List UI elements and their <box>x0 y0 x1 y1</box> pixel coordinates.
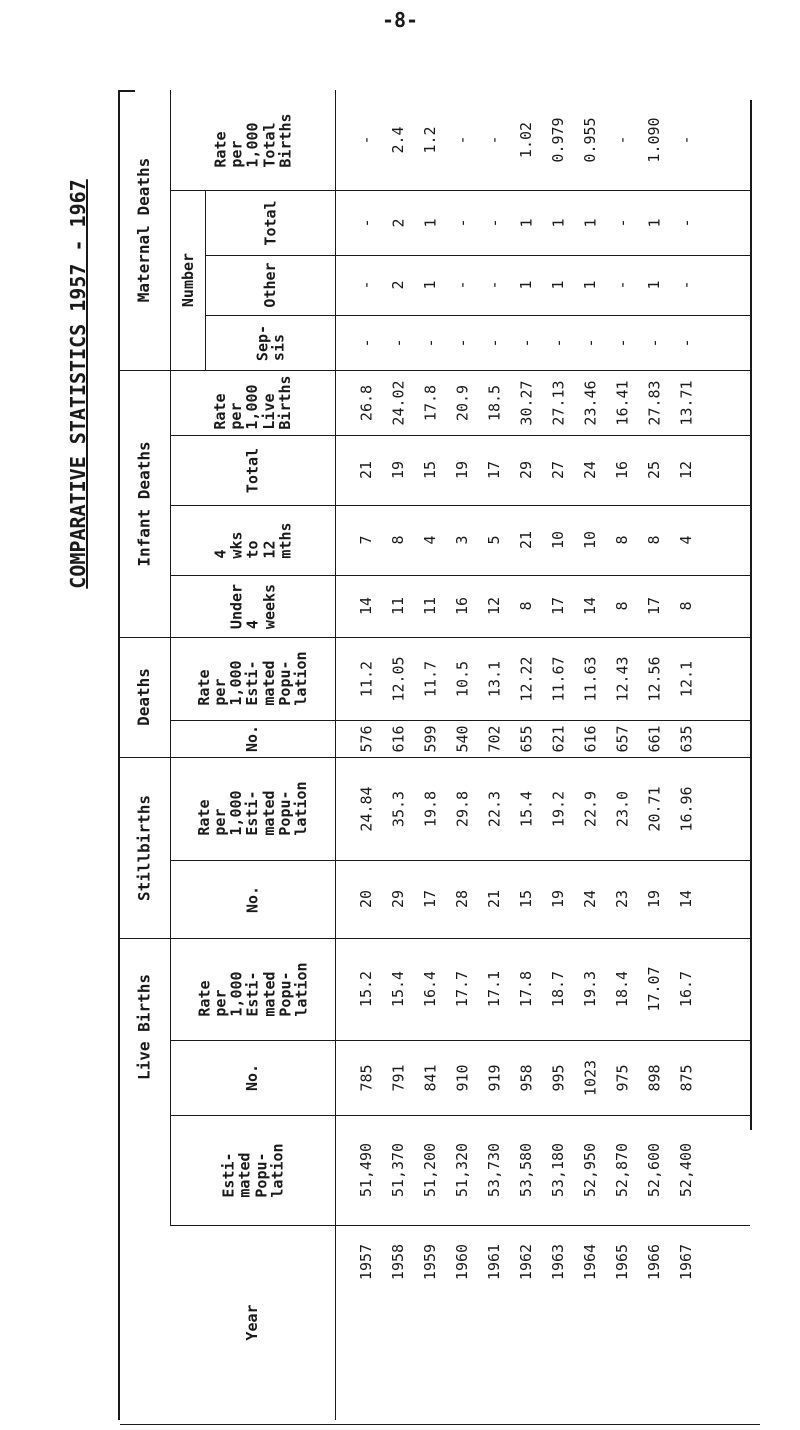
cell-d-no-1963: 621 <box>548 724 567 753</box>
cell-lb-no-1959: 841 <box>420 1063 439 1092</box>
cell-inf-rate-1957: 26.8 <box>356 384 375 421</box>
cell-inf-rate-1960: 20.9 <box>452 384 471 421</box>
cell-mat-sepsis-1965: - <box>612 337 631 348</box>
cell-inf-under4-1966: 17 <box>644 596 663 616</box>
cell-mat-sepsis-1959: - <box>420 337 439 348</box>
band-divider-s_no <box>170 860 750 861</box>
cell-d-no-1965: 657 <box>612 724 631 753</box>
cell-mat-rate-1957: - <box>356 135 375 145</box>
cell-d-no-1957: 576 <box>356 724 375 753</box>
cell-inf-under4-1961: 12 <box>484 596 503 616</box>
cell-inf-4wks-1963: 10 <box>548 530 567 550</box>
cell-inf-under4-1958: 11 <box>388 596 407 616</box>
band-divider-lb_rate <box>118 938 750 939</box>
header-inf-total: Total <box>243 447 262 493</box>
cell-mat-rate-1961: - <box>484 135 503 145</box>
group-label-deaths: Deaths <box>134 668 154 726</box>
cell-mat-rate-1963: 0.979 <box>548 117 567 163</box>
header-inf-4wks: 4 wks to 12 mths <box>210 521 294 559</box>
table-right-border <box>750 100 752 1130</box>
cell-mat-sepsis-1957: - <box>356 337 375 348</box>
cell-inf-under4-1964: 14 <box>580 596 599 616</box>
header-year: Year <box>243 1304 262 1341</box>
cell-inf-total-1965: 16 <box>612 460 631 480</box>
header-mat-sepsis: Sep- sis <box>252 324 287 361</box>
cell-inf-4wks-1958: 8 <box>388 535 407 545</box>
cell-mat-other-1957: - <box>356 280 375 290</box>
cell-lb-rate-1964: 19.3 <box>580 970 599 1008</box>
cell-s-rate-1964: 22.9 <box>580 790 599 827</box>
cell-inf-4wks-1964: 10 <box>580 530 599 550</box>
cell-s-no-1961: 21 <box>484 889 503 909</box>
cell-pop-1957: 51,490 <box>356 1142 375 1198</box>
cell-d-no-1962: 655 <box>516 724 535 753</box>
cell-mat-total-1967: - <box>676 217 695 228</box>
band-divider-pop <box>170 1115 750 1116</box>
cell-d-no-1967: 635 <box>676 724 695 753</box>
cell-d-no-1964: 616 <box>580 724 599 753</box>
cell-inf-total-1957: 21 <box>356 460 375 480</box>
cell-year-1964: 1964 <box>580 1243 599 1281</box>
cell-mat-rate-1964: 0.955 <box>580 117 599 163</box>
band-divider-lb_no <box>170 1040 750 1041</box>
cell-s-no-1960: 28 <box>452 889 471 909</box>
cell-s-no-1957: 20 <box>356 889 375 909</box>
cell-inf-4wks-1966: 8 <box>644 535 663 545</box>
band-divider-year <box>170 1225 750 1226</box>
cell-mat-other-1965: - <box>612 280 631 290</box>
cell-inf-rate-1963: 27.13 <box>548 379 567 426</box>
cell-lb-no-1957: 785 <box>356 1063 375 1092</box>
cell-mat-total-1959: 1 <box>420 217 439 228</box>
cell-s-rate-1959: 19.8 <box>420 790 439 827</box>
header-s-rate: Rate per 1,000 Esti- mated Popu- lation <box>194 781 310 836</box>
cell-s-no-1967: 14 <box>676 889 695 909</box>
cell-d-no-1959: 599 <box>420 724 439 753</box>
header-lb-no: No. <box>243 1063 262 1092</box>
cell-s-no-1964: 24 <box>580 889 599 909</box>
cell-pop-1962: 53,580 <box>516 1142 535 1198</box>
cell-lb-no-1961: 919 <box>484 1063 503 1092</box>
cell-inf-4wks-1957: 7 <box>356 535 375 545</box>
cell-inf-4wks-1967: 4 <box>676 535 695 545</box>
cell-inf-under4-1959: 11 <box>420 596 439 616</box>
cell-d-rate-1964: 11.63 <box>580 655 599 702</box>
cell-inf-rate-1958: 24.02 <box>388 379 407 426</box>
cell-year-1958: 1958 <box>388 1243 407 1281</box>
header-inf-rate: Rate per 1,000 Live Births <box>210 375 294 430</box>
cell-mat-other-1967: - <box>676 280 695 290</box>
band-divider-inf_under4 <box>170 575 750 576</box>
cell-mat-other-1966: 1 <box>644 280 663 290</box>
band-divider-mat_other <box>205 255 750 256</box>
header-s-no: No. <box>243 885 262 913</box>
cell-year-1965: 1965 <box>612 1243 631 1281</box>
cell-mat-total-1960: - <box>452 217 471 228</box>
band-divider-mat_sepsis <box>205 315 750 316</box>
cell-inf-total-1966: 25 <box>644 460 663 480</box>
cell-inf-rate-1964: 23.46 <box>580 379 599 426</box>
cell-lb-rate-1966: 17.07 <box>644 966 663 1012</box>
cell-inf-total-1959: 15 <box>420 460 439 480</box>
cell-lb-no-1958: 791 <box>388 1063 407 1092</box>
cell-s-rate-1967: 16.96 <box>676 785 695 832</box>
cell-d-rate-1961: 13.1 <box>484 660 503 697</box>
cell-d-no-1966: 661 <box>644 724 663 753</box>
cell-year-1967: 1967 <box>676 1243 695 1281</box>
cell-mat-rate-1965: - <box>612 135 631 145</box>
header-mat-rate: Rate per 1,000 Total Births <box>210 112 294 168</box>
cell-inf-under4-1963: 17 <box>548 596 567 616</box>
cell-mat-rate-1966: 1.090 <box>644 117 663 163</box>
cell-s-rate-1962: 15.4 <box>516 790 535 827</box>
cell-s-rate-1960: 29.8 <box>452 790 471 827</box>
cell-lb-rate-1958: 15.4 <box>388 970 407 1008</box>
maternal-number-divider <box>205 190 206 370</box>
cell-pop-1966: 52,600 <box>644 1142 663 1198</box>
cell-inf-4wks-1965: 8 <box>612 535 631 545</box>
cell-mat-sepsis-1966: - <box>644 337 663 348</box>
cell-mat-sepsis-1960: - <box>452 337 471 348</box>
cell-lb-rate-1959: 16.4 <box>420 970 439 1008</box>
cell-d-rate-1962: 12.22 <box>516 655 535 702</box>
cell-inf-under4-1957: 14 <box>356 596 375 616</box>
table-bottom-border <box>120 1424 760 1425</box>
cell-d-no-1960: 540 <box>452 724 471 753</box>
header-pop: Esti- mated Popu- lation <box>219 1142 286 1198</box>
cell-lb-no-1965: 975 <box>612 1063 631 1092</box>
cell-d-rate-1957: 11.2 <box>356 660 375 697</box>
cell-d-rate-1963: 11.67 <box>548 655 567 702</box>
cell-inf-rate-1961: 18.5 <box>484 384 503 421</box>
group-label-maternal-number: Number <box>178 252 197 308</box>
cell-mat-total-1958: 2 <box>388 217 407 228</box>
cell-mat-rate-1967: - <box>676 135 695 145</box>
cell-s-no-1958: 29 <box>388 889 407 909</box>
band-divider-inf_4wks <box>170 505 750 506</box>
cell-lb-rate-1965: 18.4 <box>612 970 631 1008</box>
group-label-stillbirths: Stillbirths <box>134 794 154 901</box>
band-divider-d_rate <box>118 637 750 638</box>
cell-lb-no-1960: 910 <box>452 1063 471 1092</box>
cell-mat-total-1963: 1 <box>548 217 567 228</box>
cell-inf-under4-1967: 8 <box>676 601 695 611</box>
cell-inf-total-1960: 19 <box>452 460 471 480</box>
cell-d-no-1961: 702 <box>484 724 503 753</box>
cell-year-1961: 1961 <box>484 1243 503 1281</box>
cell-pop-1958: 51,370 <box>388 1142 407 1198</box>
header-d-no: No. <box>243 724 262 753</box>
header-d-rate: Rate per 1,000 Esti- mated Popu- lation <box>194 651 310 706</box>
header-mat-total: Total <box>260 199 279 246</box>
cell-inf-4wks-1961: 5 <box>484 535 503 545</box>
cell-mat-rate-1958: 2.4 <box>388 126 407 154</box>
cell-d-no-1958: 616 <box>388 724 407 753</box>
cell-mat-rate-1962: 1.02 <box>516 121 535 159</box>
cell-mat-other-1961: - <box>484 280 503 290</box>
header-divider <box>335 90 336 1420</box>
cell-mat-other-1964: 1 <box>580 280 599 290</box>
cell-year-1966: 1966 <box>644 1243 663 1281</box>
cell-inf-4wks-1962: 21 <box>516 530 535 550</box>
cell-mat-total-1957: - <box>356 217 375 228</box>
cell-s-rate-1958: 35.3 <box>388 790 407 827</box>
cell-s-no-1965: 23 <box>612 889 631 909</box>
cell-inf-rate-1966: 27.83 <box>644 379 663 426</box>
cell-pop-1965: 52,870 <box>612 1142 631 1198</box>
cell-d-rate-1959: 11.7 <box>420 660 439 697</box>
cell-d-rate-1958: 12.05 <box>388 655 407 702</box>
cell-lb-no-1962: 958 <box>516 1063 535 1092</box>
cell-pop-1959: 51,200 <box>420 1142 439 1198</box>
cell-lb-no-1967: 875 <box>676 1063 695 1092</box>
cell-mat-sepsis-1967: - <box>676 337 695 348</box>
table-top-border <box>118 90 135 92</box>
cell-pop-1964: 52,950 <box>580 1142 599 1198</box>
cell-lb-rate-1967: 16.7 <box>676 970 695 1008</box>
cell-mat-other-1963: 1 <box>548 280 567 290</box>
band-divider-d_no <box>170 720 750 721</box>
cell-mat-rate-1959: 1.2 <box>420 126 439 154</box>
cell-s-no-1959: 17 <box>420 889 439 909</box>
cell-year-1960: 1960 <box>452 1243 471 1281</box>
cell-mat-rate-1960: - <box>452 135 471 145</box>
cell-mat-total-1964: 1 <box>580 217 599 228</box>
cell-d-rate-1960: 10.5 <box>452 660 471 697</box>
cell-s-no-1963: 19 <box>548 889 567 909</box>
cell-inf-total-1964: 24 <box>580 460 599 480</box>
band-divider-inf_total <box>170 435 750 436</box>
cell-mat-other-1958: 2 <box>388 280 407 290</box>
cell-s-no-1962: 15 <box>516 889 535 909</box>
band-divider-s_rate <box>118 757 750 758</box>
cell-inf-rate-1967: 13.71 <box>676 379 695 426</box>
band-divider-inf_rate <box>118 370 750 371</box>
cell-inf-total-1963: 27 <box>548 460 567 480</box>
header-lb-rate: Rate per 1,000 Esti- mated Popu- lation <box>194 961 310 1017</box>
cell-year-1962: 1962 <box>516 1243 535 1281</box>
cell-mat-other-1959: 1 <box>420 280 439 290</box>
cell-mat-total-1961: - <box>484 217 503 228</box>
cell-s-rate-1966: 20.71 <box>644 785 663 832</box>
cell-mat-total-1966: 1 <box>644 217 663 228</box>
cell-mat-other-1962: 1 <box>516 280 535 290</box>
cell-lb-rate-1960: 17.7 <box>452 970 471 1008</box>
cell-inf-under4-1965: 8 <box>612 601 631 611</box>
cell-s-rate-1963: 19.2 <box>548 790 567 827</box>
cell-s-rate-1961: 22.3 <box>484 790 503 827</box>
cell-mat-sepsis-1961: - <box>484 337 503 348</box>
band-divider-mat_total <box>170 190 750 191</box>
cell-inf-4wks-1959: 4 <box>420 535 439 545</box>
cell-d-rate-1966: 12.56 <box>644 655 663 702</box>
cell-inf-total-1961: 17 <box>484 460 503 480</box>
cell-inf-4wks-1960: 3 <box>452 535 471 545</box>
cell-lb-rate-1961: 17.1 <box>484 970 503 1008</box>
cell-mat-sepsis-1958: - <box>388 337 407 348</box>
cell-mat-sepsis-1963: - <box>548 337 567 348</box>
cell-lb-rate-1963: 18.7 <box>548 970 567 1008</box>
cell-lb-no-1966: 898 <box>644 1063 663 1092</box>
group-label-live-births: Live Births <box>134 973 154 1080</box>
cell-inf-under4-1960: 16 <box>452 596 471 616</box>
group-label-maternal: Maternal Deaths <box>134 157 154 303</box>
header-inf-under4: Under 4 weeks <box>227 583 278 629</box>
cell-year-1959: 1959 <box>420 1243 439 1281</box>
cell-d-rate-1967: 12.1 <box>676 660 695 697</box>
cell-year-1957: 1957 <box>356 1243 375 1281</box>
cell-inf-total-1958: 19 <box>388 460 407 480</box>
cell-s-rate-1965: 23.0 <box>612 790 631 827</box>
cell-pop-1967: 52,400 <box>676 1142 695 1198</box>
cell-inf-total-1967: 12 <box>676 460 695 480</box>
cell-lb-no-1964: 1023 <box>580 1059 599 1096</box>
cell-mat-other-1960: - <box>452 280 471 290</box>
cell-s-rate-1957: 24.84 <box>356 785 375 832</box>
cell-lb-rate-1957: 15.2 <box>356 970 375 1008</box>
cell-inf-rate-1962: 30.27 <box>516 379 535 426</box>
cell-mat-total-1962: 1 <box>516 217 535 228</box>
cell-pop-1961: 53,730 <box>484 1142 503 1198</box>
cell-mat-sepsis-1962: - <box>516 337 535 348</box>
cell-inf-rate-1965: 16.41 <box>612 379 631 426</box>
cell-mat-total-1965: - <box>612 217 631 228</box>
cell-s-no-1966: 19 <box>644 889 663 909</box>
document-title: COMPARATIVE STATISTICS 1957 - 1967 <box>66 179 90 589</box>
cell-lb-rate-1962: 17.8 <box>516 970 535 1008</box>
header-mat-other: Other <box>260 262 279 308</box>
page-number: -8- <box>381 8 419 32</box>
cell-year-1963: 1963 <box>548 1243 567 1281</box>
group-label-infant: Infant Deaths <box>134 440 154 567</box>
cell-inf-under4-1962: 8 <box>516 601 535 611</box>
cell-mat-sepsis-1964: - <box>580 337 599 348</box>
cell-d-rate-1965: 12.43 <box>612 655 631 702</box>
cell-inf-rate-1959: 17.8 <box>420 384 439 421</box>
cell-lb-no-1963: 995 <box>548 1063 567 1092</box>
cell-pop-1960: 51,320 <box>452 1142 471 1198</box>
cell-inf-total-1962: 29 <box>516 460 535 480</box>
cell-pop-1963: 53,180 <box>548 1142 567 1198</box>
